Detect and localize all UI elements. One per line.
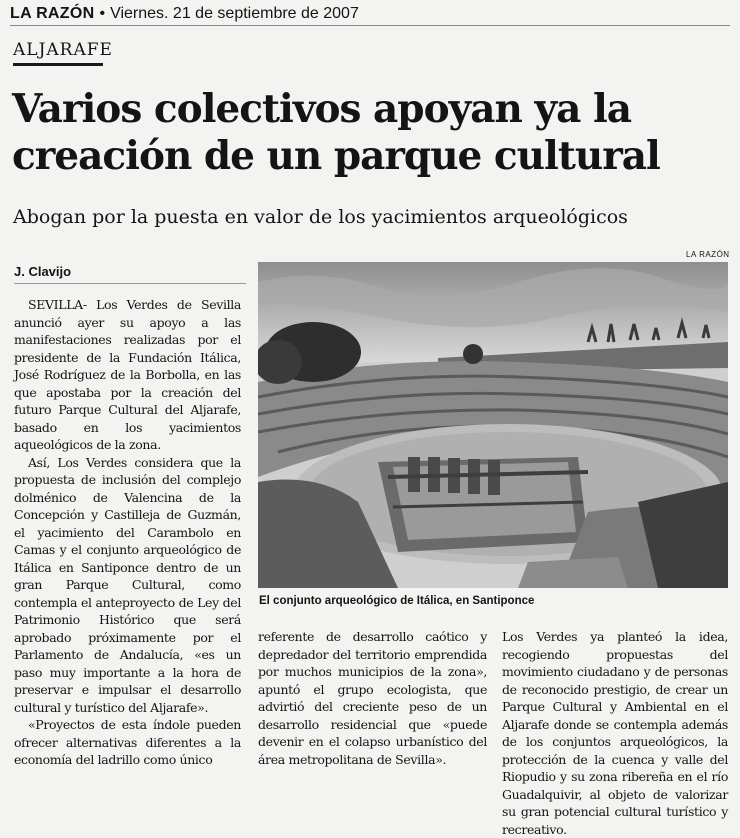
section-label: ALJARAFE	[13, 40, 103, 66]
article-column-3	[502, 628, 728, 838]
article-photo	[258, 262, 728, 588]
headline-line-2: creación de un parque cultural	[12, 133, 660, 179]
newspaper-name: LA RAZÓN	[10, 5, 95, 22]
amphitheatre-illustration	[258, 262, 728, 588]
subheadline: Abogan por la puesta en valor de los yacimientos arqueológicos	[13, 206, 628, 228]
masthead	[10, 4, 730, 26]
dateline-city: SEVILLA-	[28, 297, 87, 312]
masthead-separator: •	[99, 5, 106, 22]
publication-date: Viernes. 21 de septiembre de 2007	[110, 5, 359, 22]
paragraph-1	[14, 296, 241, 454]
article-column-2	[258, 628, 487, 768]
paragraph-4-continued: Los Verdes ya planteó la idea, recogiendo propuestas del movimiento ciudadano y de personas de reconocido prestigio, de crear un Parque Cultural y Ambiental en el Aljarafe donde se contempla además de los conjuntos arqueológicos, la protección de la cuenca y valle del Riopudio y su zona ribereña en el río Guadalquivir, al objeto de valorizar su gran potencial cultural turístico y recreativo.	[502, 629, 728, 837]
paragraph-3	[14, 716, 241, 769]
article-column-1	[14, 296, 241, 769]
photo-caption: El conjunto arqueológico de Itálica, en Santiponce	[259, 595, 535, 607]
byline-divider	[14, 283, 246, 284]
byline: J. Clavijo	[14, 264, 72, 279]
paragraph-3-text: «Proyectos de esta índole pueden ofrecer alternativas diferentes a la economía del ladrillo como único	[14, 717, 241, 767]
headline-line-1: Varios colectivos apoyan ya la	[12, 86, 632, 132]
headline	[12, 86, 730, 180]
photo-credit: LA RAZÓN	[686, 250, 730, 259]
paragraph-2: Así, Los Verdes considera que la propuesta de inclusión del complejo dolménico de Valencina de la Concepción y Castilleja de Guzmán, el yacimiento del Carambolo en Camas y el conjunto arqueológico de Itálica en Santiponce dentro de un gran Parque Cultural, como contempla el anteproyecto de Ley del Patrimonio Histórico que será aprobado próximamente por el Parlamento de Andalucía, «es un paso muy importante a la hora de preservar e impulsar el desarrollo cultural y turístico del Aljarafe».	[14, 454, 241, 715]
paragraph-1-text: Los Verdes de Sevilla anunció ayer su apoyo a las manifestaciones realizadas por el presidente de la Fundación Itálica, José Rodríguez de la Borbolla, en las que apostaba por la creación del futuro Parque Cultural del Aljarafe, basado en los yacimientos aqueológicos de la zona.	[14, 297, 241, 452]
paragraph-3-continued: referente de desarrollo caótico y depredador del territorio emprendida por muchos municipios de la zona», apuntó el grupo ecologista, que advirtió del creciente peso de un desarrollo residencial que «puede devenir en el colapso urbanístico del área metropolitana de Sevilla».	[258, 629, 487, 767]
